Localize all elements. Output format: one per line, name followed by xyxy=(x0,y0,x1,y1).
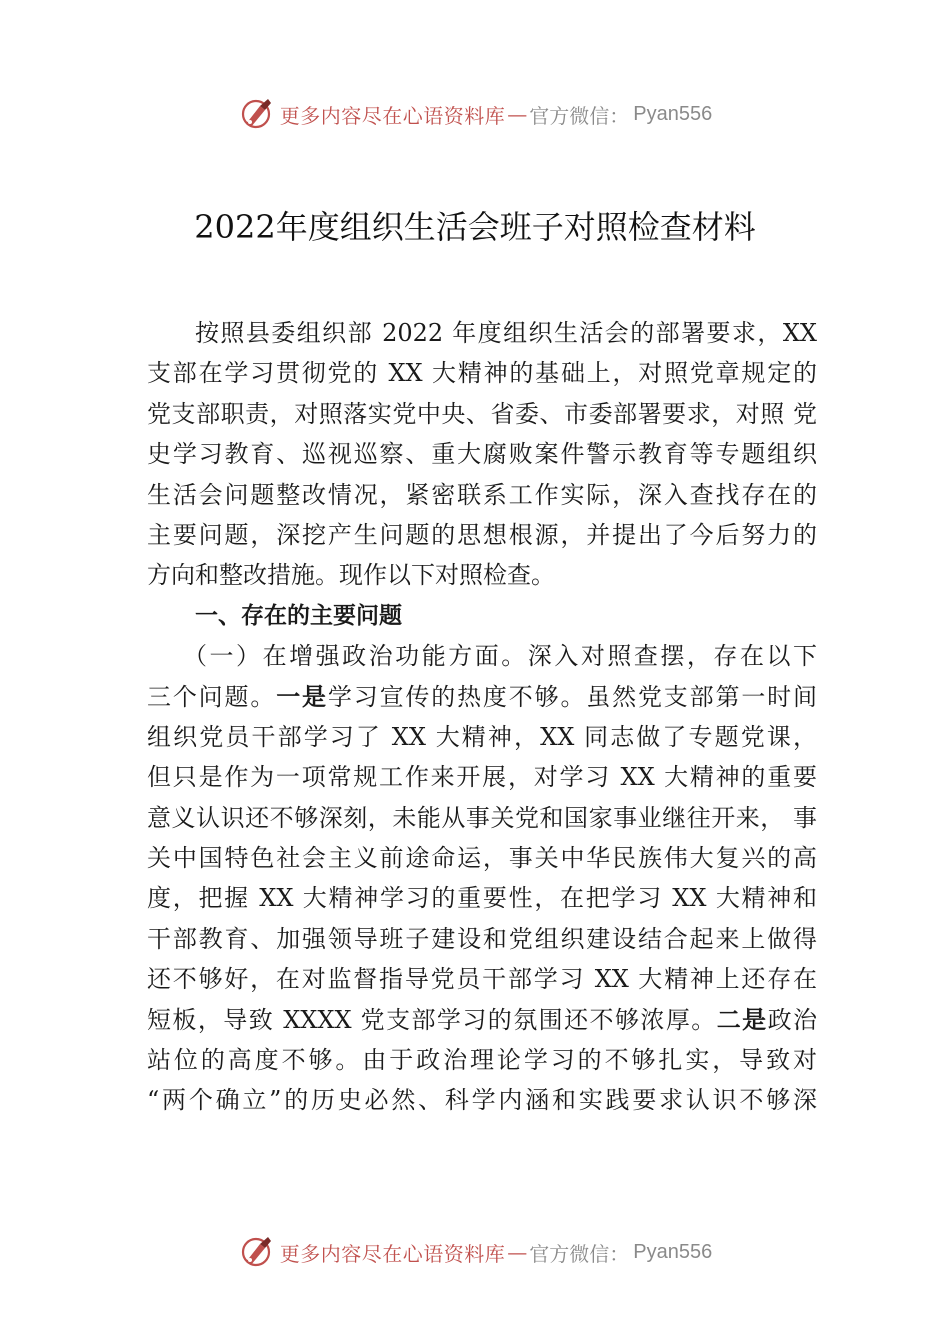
banner-separator: — xyxy=(507,1240,528,1264)
text-run: 政治 xyxy=(767,1005,818,1034)
intro-line: 支部在学习贯彻党的 XX 大精神的基础上，对照党章规定的 xyxy=(147,359,817,388)
paragraph-line: 组织党员干部学习了 XX 大精神，XX 同志做了专题党课， xyxy=(147,722,817,751)
paragraph-line: 关中国特色社会主义前途命运，事关中华民族伟大复兴的高 xyxy=(147,844,817,873)
banner-text: 更多内容尽在心语资料库 xyxy=(279,103,506,128)
banner-text: 更多内容尽在心语资料库 xyxy=(279,1241,506,1266)
paragraph-line: 干部教育、加强领导班子建设和党组织建设结合起来上做得 xyxy=(147,924,817,953)
intro-line: 按照县委组织部 2022 年度组织生活会的部署要求，XX xyxy=(195,319,817,347)
banner-separator: — xyxy=(507,102,528,126)
intro-line: 生活会问题整改情况，紧密联系工作实际，深入查找存在的 xyxy=(147,480,817,509)
paragraph-line: 但只是作为一项常规工作来开展，对学习 XX 大精神的重要 xyxy=(147,763,817,792)
pen-logo-icon xyxy=(238,1232,278,1272)
paragraph-line: 意义认识还不够深刻，未能从事关党和国家事业继往开来， 事 xyxy=(147,803,817,832)
header-banner xyxy=(0,94,950,134)
paragraph-line: 站位的高度不够。由于政治理论学习的不够扎实，导致对 xyxy=(147,1046,817,1075)
pen-logo-icon xyxy=(238,94,278,134)
paragraph-line: “两个确立”的历史必然、科学内涵和实践要求认识不够深 xyxy=(147,1086,817,1115)
banner-wechat-id: Pyan556 xyxy=(633,102,713,125)
document-body xyxy=(147,313,817,1121)
banner-wechat-label: 官方微信： xyxy=(529,103,630,128)
banner-wechat-id: Pyan556 xyxy=(633,1240,713,1263)
paragraph-line xyxy=(147,1000,817,1040)
banner-wechat-label: 官方微信： xyxy=(529,1241,630,1266)
intro-line: 方向和整改措施。现作以下对照检查。 xyxy=(147,561,555,590)
paragraph-line: （一）在增强政治功能方面。深入对照查摆，存在以下 xyxy=(183,642,817,671)
document-title: 2022年度组织生活会班子对照检查材料 xyxy=(194,208,756,246)
footer-banner xyxy=(0,1232,950,1272)
text-run: 短板，导致 XXXX 党支部学习的氛围还不够浓厚。 xyxy=(147,1005,717,1034)
paragraph-line xyxy=(147,677,817,717)
intro-line: 党支部职责，对照落实党中央、省委、市委部署要求，对照 党 xyxy=(147,399,817,428)
intro-line: 主要问题，深挖产生问题的思想根源，并提出了今后努力的 xyxy=(147,520,817,549)
emphasis-run: 一是 xyxy=(276,681,328,711)
section-heading: 一、存在的主要问题 xyxy=(195,602,402,629)
paragraph-line: 度，把握 XX 大精神学习的重要性，在把学习 XX 大精神和 xyxy=(147,884,817,913)
text-run: 学习宣传的热度不够。虽然党支部第一时间 xyxy=(327,682,818,711)
text-run: 三个问题。 xyxy=(147,682,277,711)
paragraph-line: 还不够好，在对监督指导党员干部学习 XX 大精神上还存在 xyxy=(147,965,817,994)
emphasis-run: 二是 xyxy=(716,1004,768,1034)
intro-line: 史学习教育、巡视巡察、重大腐败案件警示教育等专题组织 xyxy=(147,440,817,469)
